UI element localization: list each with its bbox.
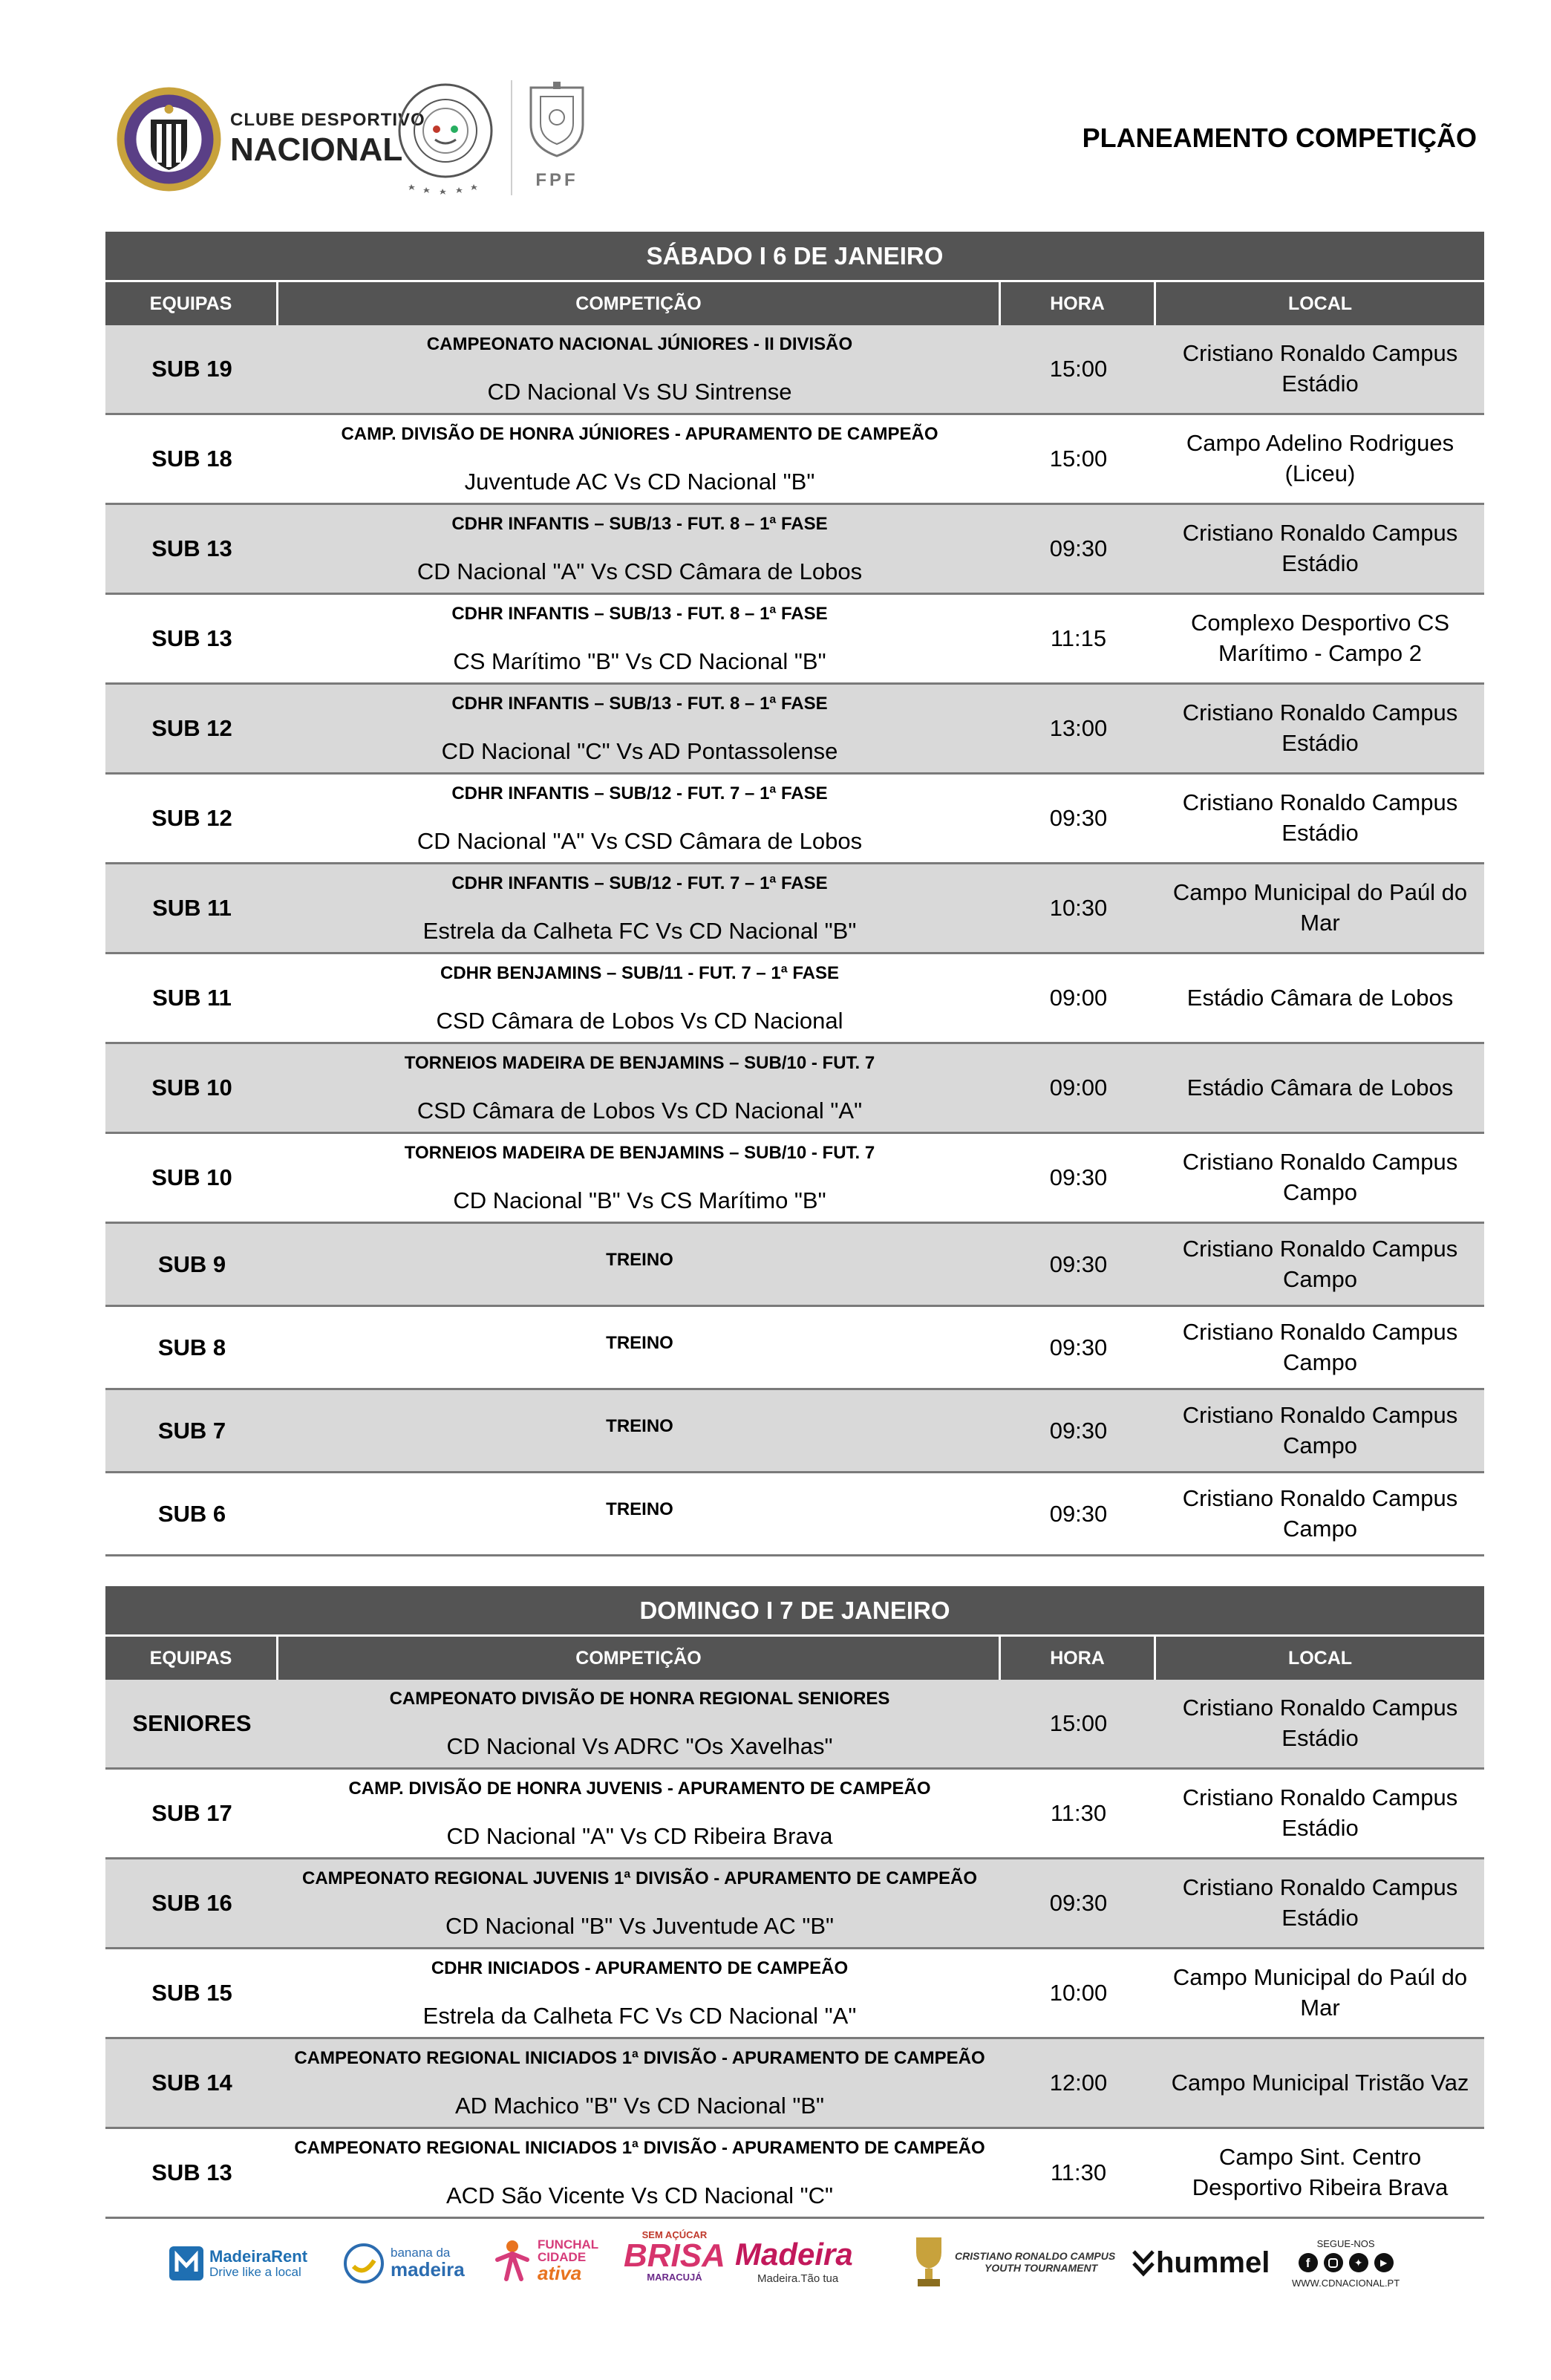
competition-cell: [278, 1307, 1001, 1388]
location-line2: Campo: [1283, 1349, 1357, 1375]
brisa-line3: MARACUJÁ: [647, 2272, 702, 2283]
location-line2: Campo: [1283, 1265, 1357, 1292]
sponsor-madeirarent: [169, 2246, 307, 2280]
location-cell: [1156, 685, 1484, 772]
column-header-equipas: EQUIPAS: [105, 282, 278, 325]
table-row: [105, 595, 1484, 685]
competition-cell: [278, 1680, 1001, 1767]
trophy-icon: [907, 2233, 950, 2291]
match-teams: CD Nacional "A" Vs CD Ribeira Brava: [446, 1823, 833, 1849]
club-badge-icon: [115, 85, 223, 193]
funchal-line2: CIDADE: [538, 2250, 587, 2264]
sponsor-madeira: [735, 2239, 853, 2284]
competition-name: TREINO: [606, 1499, 673, 1519]
brisa-line1: SEM AÇÚCAR: [641, 2229, 708, 2240]
team-cell: SUB 13: [151, 535, 232, 561]
banana-line1: banana da: [391, 2246, 451, 2260]
hummel-chevron-icon: [1132, 2249, 1155, 2278]
team-cell: SUB 7: [157, 1417, 226, 1444]
madeirarent-tagline: Drive like a local: [209, 2264, 301, 2279]
location-line1: Cristiano Ronaldo Campus: [1182, 1149, 1458, 1176]
location-line2: Campo: [1283, 1179, 1357, 1205]
team-cell: SUB 13: [151, 2159, 232, 2185]
certified-academy-seal-icon: [392, 80, 500, 195]
facebook-icon[interactable]: f: [1299, 2253, 1318, 2272]
madeirarent-name: MadeiraRent: [209, 2246, 308, 2266]
time-cell: 10:00: [1049, 1980, 1108, 2006]
table-row: [105, 1224, 1484, 1307]
competition-name: CAMPEONATO DIVISÃO DE HONRA REGIONAL SENIORES: [389, 1689, 890, 1709]
madeira-wordmark: Madeira: [735, 2237, 853, 2272]
location-cell: [1156, 864, 1484, 952]
competition-name: TORNEIOS MADEIRA DE BENJAMINS – SUB/10 - FUT. 7: [404, 1053, 875, 1073]
location-line1: Cristiano Ronaldo Campus: [1182, 1401, 1458, 1428]
location-line1: Complexo Desportivo CS: [1190, 610, 1450, 636]
team-cell: SUB 9: [157, 1251, 226, 1277]
location-cell: [1156, 1044, 1484, 1132]
competition-name: CAMP. DIVISÃO DE HONRA JUVENIS - APURAMENTO DE CAMPEÃO: [348, 1779, 931, 1799]
sponsor-brisa: [624, 2230, 725, 2282]
location-line1: Cristiano Ronaldo Campus: [1182, 1874, 1458, 1901]
team-cell: SUB 14: [151, 2070, 232, 2096]
match-teams: CD Nacional "B" Vs CS Marítimo "B": [453, 1187, 826, 1213]
location-line1: Cristiano Ronaldo Campus: [1182, 520, 1458, 547]
sponsor-funchal-cidade-ativa: [492, 2237, 598, 2283]
competition-name: CAMPEONATO REGIONAL INICIADOS 1ª DIVISÃO - APURAMENTO DE CAMPEÃO: [294, 2048, 985, 2068]
competition-cell: [278, 1949, 1001, 2037]
schedule-table: [105, 232, 1484, 2219]
location-cell: [1156, 1949, 1484, 2037]
location-line2: Campo: [1283, 1515, 1357, 1542]
sponsor-cr-youth-tournament: [907, 2233, 1115, 2291]
match-teams: AD Machico "B" Vs CD Nacional "B": [454, 2093, 825, 2119]
location-cell: [1156, 1680, 1484, 1767]
team-cell: SUB 19: [151, 356, 232, 382]
match-teams: CSD Câmara de Lobos Vs CD Nacional "A": [417, 1098, 863, 1124]
table-row: [105, 1473, 1484, 1556]
competition-name: CAMPEONATO NACIONAL JÚNIORES - II DIVISÃO: [426, 334, 853, 354]
match-teams: CD Nacional Vs SU Sintrense: [487, 379, 792, 405]
team-cell: SUB 8: [157, 1334, 226, 1360]
table-row: [105, 1390, 1484, 1473]
time-cell: 15:00: [1049, 356, 1108, 382]
match-teams: CD Nacional "C" Vs AD Pontassolense: [441, 738, 838, 764]
match-teams: Estrela da Calheta FC Vs CD Nacional "A": [422, 2003, 857, 2029]
team-cell: SUB 10: [151, 1075, 232, 1101]
location-cell: [1156, 1307, 1484, 1388]
competition-cell: [278, 1134, 1001, 1222]
team-cell: SUB 15: [151, 1980, 232, 2006]
location-line1: Cristiano Ronaldo Campus: [1182, 1784, 1458, 1811]
table-row: [105, 1949, 1484, 2039]
time-cell: 09:00: [1049, 1075, 1108, 1101]
twitter-icon[interactable]: ✦: [1349, 2253, 1368, 2272]
column-header-competicao: COMPETIÇÃO: [278, 1637, 1001, 1680]
fpf-text: FPF: [535, 170, 578, 190]
competition-cell: [278, 595, 1001, 682]
location-cell: [1156, 1770, 1484, 1857]
table-row: [105, 325, 1484, 415]
time-cell: 11:30: [1050, 2159, 1107, 2185]
match-teams: CD Nacional "B" Vs Juventude AC "B": [445, 1913, 835, 1939]
location-line1: Cristiano Ronaldo Campus: [1182, 340, 1458, 367]
location-line1: Cristiano Ronaldo Campus: [1182, 1235, 1458, 1262]
competition-name: CDHR INFANTIS – SUB/13 - FUT. 8 – 1ª FASE: [451, 694, 828, 714]
location-cell: [1156, 595, 1484, 682]
competition-cell: [278, 1859, 1001, 1947]
location-cell: [1156, 954, 1484, 1042]
location-cell: [1156, 2039, 1484, 2127]
location-cell: [1156, 1390, 1484, 1471]
column-headers: [105, 282, 1484, 325]
time-cell: 09:30: [1049, 1164, 1108, 1190]
location-line2: Mar: [1300, 1995, 1340, 2021]
team-cell: SUB 17: [151, 1800, 232, 1826]
competition-cell: [278, 325, 1001, 413]
competition-name: TREINO: [606, 1249, 673, 1270]
header-divider: [511, 80, 512, 195]
funchal-line3: ativa: [538, 2262, 582, 2284]
day-gap: [105, 1556, 1484, 1586]
page-title: PLANEAMENTO COMPETIÇÃO: [1082, 123, 1477, 153]
table-row: [105, 954, 1484, 1044]
location-line1: Campo Adelino Rodrigues: [1186, 430, 1454, 457]
location-cell: [1156, 775, 1484, 862]
sponsors-bar: [0, 2217, 1551, 2335]
team-cell: SUB 12: [151, 805, 232, 831]
time-cell: 15:00: [1049, 1710, 1108, 1736]
location-cell: [1156, 1473, 1484, 1554]
location-line2: Estádio: [1281, 730, 1359, 756]
team-cell: SUB 18: [151, 446, 232, 472]
madeira-tagline: Madeira.Tão tua: [757, 2272, 839, 2285]
column-header-hora: HORA: [1001, 1637, 1156, 1680]
competition-cell: [278, 775, 1001, 862]
time-cell: 09:30: [1049, 1334, 1108, 1360]
competition-cell: [278, 1390, 1001, 1471]
brisa-line2: BRISA: [624, 2237, 725, 2274]
madeirarent-icon: [169, 2246, 203, 2280]
competition-cell: [278, 2129, 1001, 2217]
time-cell: 12:00: [1049, 2070, 1108, 2096]
team-cell: SUB 11: [152, 985, 232, 1011]
time-cell: 11:15: [1050, 625, 1107, 651]
table-row: [105, 775, 1484, 864]
location-line1: Cristiano Ronaldo Campus: [1182, 1695, 1458, 1721]
location-line2: Estádio: [1281, 550, 1359, 576]
location-line1: Campo Municipal do Paúl do: [1172, 1964, 1468, 1991]
website-link[interactable]: WWW.CDNACIONAL.PT: [1292, 2278, 1400, 2289]
table-row: [105, 685, 1484, 775]
competition-cell: [278, 415, 1001, 503]
competition-name: TREINO: [606, 1332, 673, 1353]
location-line2: (Liceu): [1284, 460, 1356, 486]
instagram-icon[interactable]: [1324, 2253, 1343, 2272]
team-cell: SENIORES: [132, 1710, 252, 1736]
club-name-line2: NACIONAL: [230, 131, 403, 168]
follow-label: SEGUE-NOS: [1316, 2238, 1375, 2249]
competition-name: CDHR INFANTIS – SUB/12 - FUT. 7 – 1ª FASE: [451, 783, 828, 803]
location-line1: Estádio Câmara de Lobos: [1186, 1074, 1454, 1101]
competition-name: CDHR INICIADOS - APURAMENTO DE CAMPEÃO: [431, 1958, 849, 1978]
table-row: [105, 505, 1484, 595]
funchal-line1: FUNCHAL: [538, 2237, 599, 2252]
club-name-line1: CLUBE DESPORTIVO: [230, 110, 425, 130]
location-line1: Campo Sint. Centro: [1218, 2144, 1422, 2171]
day-header: SÁBADO I 6 DE JANEIRO: [105, 232, 1484, 282]
match-teams: Estrela da Calheta FC Vs CD Nacional "B": [422, 918, 857, 944]
time-cell: 11:30: [1050, 1800, 1107, 1826]
competition-name: CDHR INFANTIS – SUB/13 - FUT. 8 – 1ª FASE: [451, 514, 828, 534]
column-header-competicao: COMPETIÇÃO: [278, 282, 1001, 325]
match-teams: CSD Câmara de Lobos Vs CD Nacional: [436, 1008, 843, 1034]
column-headers: [105, 1637, 1484, 1680]
location-line2: Mar: [1300, 910, 1340, 936]
location-line2: Estádio: [1281, 371, 1359, 397]
time-cell: 15:00: [1049, 446, 1108, 472]
competition-cell: [278, 2039, 1001, 2127]
time-cell: 09:00: [1049, 985, 1108, 1011]
location-line1: Cristiano Ronaldo Campus: [1182, 1484, 1458, 1511]
table-row: [105, 2039, 1484, 2129]
team-cell: SUB 6: [157, 1500, 226, 1527]
time-cell: 09:30: [1049, 1251, 1108, 1277]
location-line2: Estádio: [1281, 1905, 1359, 1931]
team-cell: SUB 16: [151, 1890, 232, 1916]
location-line2: Estádio: [1281, 1815, 1359, 1841]
competition-cell: [278, 864, 1001, 952]
table-row: [105, 864, 1484, 954]
competition-name: TORNEIOS MADEIRA DE BENJAMINS – SUB/10 - FUT. 7: [404, 1143, 875, 1163]
competition-cell: [278, 1044, 1001, 1132]
competition-name: CDHR INFANTIS – SUB/12 - FUT. 7 – 1ª FASE: [451, 873, 828, 893]
table-row: [105, 1134, 1484, 1224]
competition-cell: [278, 1473, 1001, 1554]
location-cell: [1156, 325, 1484, 413]
table-row: [105, 2129, 1484, 2219]
crc-line1: CRISTIANO RONALDO CAMPUS: [955, 2249, 1116, 2262]
competition-cell: [278, 1770, 1001, 1857]
competition-name: CAMPEONATO REGIONAL JUVENIS 1ª DIVISÃO - APURAMENTO DE CAMPEÃO: [302, 1868, 977, 1888]
team-cell: SUB 11: [152, 895, 232, 921]
location-cell: [1156, 2129, 1484, 2217]
location-cell: [1156, 1859, 1484, 1947]
competition-cell: [278, 685, 1001, 772]
match-teams: CD Nacional Vs ADRC "Os Xavelhas": [446, 1733, 833, 1759]
location-line2: Estádio: [1281, 1725, 1359, 1751]
time-cell: 10:30: [1049, 895, 1108, 921]
location-cell: [1156, 505, 1484, 593]
column-header-local: LOCAL: [1287, 1647, 1353, 1669]
match-teams: ACD São Vicente Vs CD Nacional "C": [445, 2182, 834, 2208]
table-row: [105, 1044, 1484, 1134]
time-cell: 09:30: [1049, 1500, 1108, 1527]
day-header: DOMINGO I 7 DE JANEIRO: [105, 1586, 1484, 1637]
sponsor-hummel: [1132, 2246, 1270, 2280]
page-header: [0, 0, 1551, 208]
banana-line2: madeira: [391, 2258, 465, 2281]
youtube-icon[interactable]: ▶: [1374, 2253, 1394, 2272]
location-line1: Cristiano Ronaldo Campus: [1182, 789, 1458, 816]
time-cell: 09:30: [1049, 1417, 1108, 1444]
location-line2: Campo: [1283, 1432, 1357, 1458]
column-header-local: LOCAL: [1287, 293, 1353, 314]
location-line1: Campo Municipal do Paúl do: [1172, 879, 1468, 906]
match-teams: CS Marítimo "B" Vs CD Nacional "B": [453, 648, 826, 674]
competition-name: TREINO: [606, 1415, 673, 1436]
crc-line2: YOUTH TOURNAMENT: [985, 2262, 1098, 2274]
location-line1: Estádio Câmara de Lobos: [1186, 984, 1454, 1011]
table-row: [105, 415, 1484, 505]
funchal-figure-icon: [492, 2237, 533, 2283]
location-line2: Desportivo Ribeira Brava: [1192, 2174, 1449, 2200]
table-row: [105, 1680, 1484, 1770]
sponsor-banana-madeira: [343, 2243, 465, 2284]
location-cell: [1156, 1224, 1484, 1305]
location-line2: Marítimo - Campo 2: [1218, 640, 1422, 666]
banana-icon: [343, 2243, 385, 2284]
table-row: [105, 1307, 1484, 1390]
match-teams: CD Nacional "A" Vs CSD Câmara de Lobos: [417, 558, 863, 584]
column-header-equipas: EQUIPAS: [105, 1637, 278, 1680]
competition-cell: [278, 505, 1001, 593]
match-teams: CD Nacional "A" Vs CSD Câmara de Lobos: [417, 828, 863, 854]
hummel-wordmark: hummel: [1156, 2246, 1270, 2279]
competition-name: CAMP. DIVISÃO DE HONRA JÚNIORES - APURAMENTO DE CAMPEÃO: [341, 424, 938, 444]
location-line1: Cristiano Ronaldo Campus: [1182, 700, 1458, 726]
time-cell: 09:30: [1049, 805, 1108, 831]
fpf-logo: [520, 80, 594, 195]
location-cell: [1156, 1134, 1484, 1222]
table-row: [105, 1859, 1484, 1949]
competition-cell: [278, 954, 1001, 1042]
time-cell: 13:00: [1049, 715, 1108, 741]
competition-cell: [278, 1224, 1001, 1305]
team-cell: SUB 10: [151, 1164, 232, 1190]
location-line1: Campo Municipal Tristão Vaz: [1171, 2069, 1469, 2096]
time-cell: 09:30: [1049, 535, 1108, 561]
location-cell: [1156, 415, 1484, 503]
location-line2: Estádio: [1281, 820, 1359, 846]
location-line1: Cristiano Ronaldo Campus: [1182, 1318, 1458, 1345]
fpf-crest-icon: [520, 80, 594, 162]
column-header-hora: HORA: [1001, 282, 1156, 325]
match-teams: Juventude AC Vs CD Nacional "B": [464, 469, 815, 495]
competition-name: CDHR INFANTIS – SUB/13 - FUT. 8 – 1ª FASE: [451, 604, 828, 624]
time-cell: 09:30: [1049, 1890, 1108, 1916]
team-cell: SUB 13: [151, 625, 232, 651]
social-follow: [1292, 2239, 1400, 2288]
table-row: [105, 1770, 1484, 1859]
competition-name: CAMPEONATO REGIONAL INICIADOS 1ª DIVISÃO - APURAMENTO DE CAMPEÃO: [294, 2138, 985, 2158]
competition-name: CDHR BENJAMINS – SUB/11 - FUT. 7 – 1ª FASE: [440, 963, 839, 983]
team-cell: SUB 12: [151, 715, 232, 741]
